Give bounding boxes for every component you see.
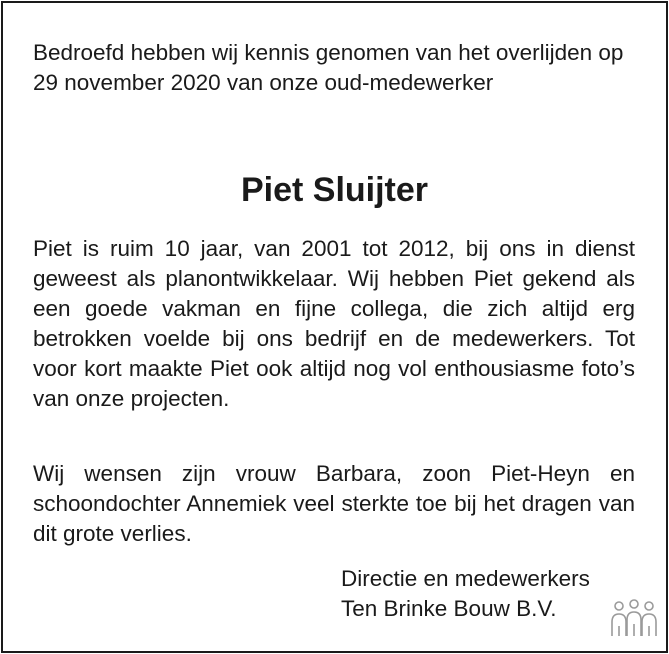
signature-line-2: Ten Brinke Bouw B.V. (341, 596, 557, 621)
signature-line-1: Directie en medewerkers (341, 566, 590, 591)
paragraph-condolences: Wij wensen zijn vrouw Barbara, zoon Piet-Heyn en schoondochter Annemiek veel sterkte toe bij het dragen van dit grote verlies. (33, 461, 635, 546)
paragraph-tribute: Piet is ruim 10 jaar, van 2001 tot 2012, bij ons in dienst geweest als planontwikkelaar. Wij hebben Piet gekend als een goede vakman en fijne collega, die zich altijd erg betrokken voelde bij ons bedrijf en de medewerkers. Tot voor kort maakte Piet ook altijd nog vol enthousiasme foto’s van onze projecten. (33, 236, 635, 411)
intro-text: Bedroefd hebben wij kennis genomen van het overlijden op 29 november 2020 van onze oud-medewerker (33, 40, 624, 95)
signature (341, 564, 641, 624)
deceased-name: Piet Sluijter (240, 171, 429, 209)
people-group-icon (608, 598, 660, 640)
